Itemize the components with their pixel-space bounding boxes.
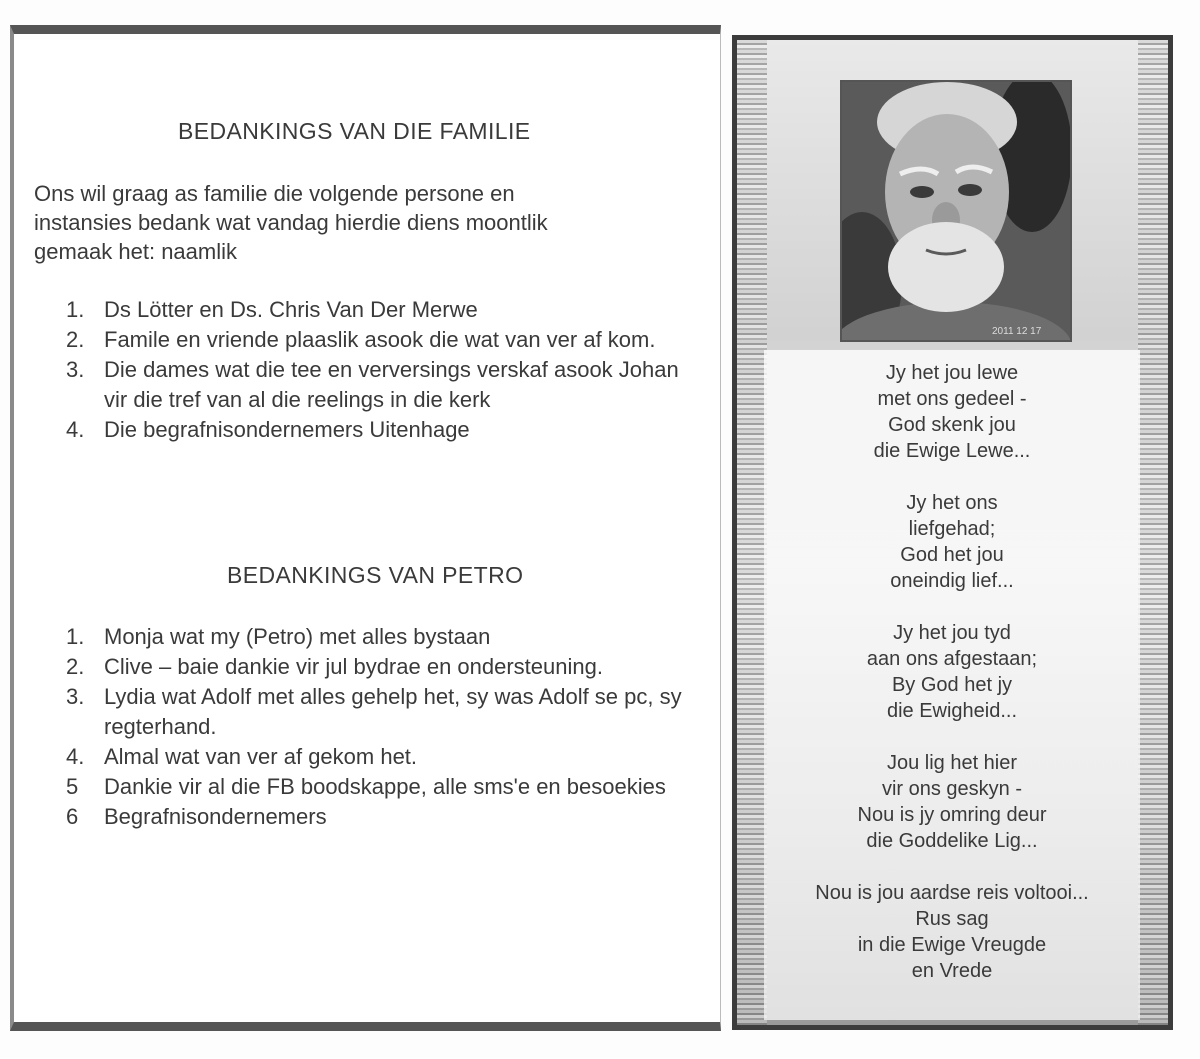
poem-line: aan ons afgestaan; bbox=[866, 648, 1038, 670]
list-item bbox=[66, 682, 706, 742]
item-text: Lydia wat Adolf met alles gehelp het, sy was Adolf se pc, sy regterhand. bbox=[104, 684, 682, 739]
item-text: Ds Lötter en Ds. Chris Van Der Merwe bbox=[104, 297, 478, 322]
item-number: 1. bbox=[66, 297, 85, 322]
poem-line: Jy het ons bbox=[906, 492, 998, 514]
poem-line: Rus sag bbox=[915, 908, 989, 930]
item-number: 5 bbox=[66, 774, 79, 799]
poem-line: in die Ewige Vreugde bbox=[857, 934, 1047, 956]
poem-line: met ons gedeel - bbox=[877, 388, 1027, 410]
list-item bbox=[66, 742, 706, 772]
family-list bbox=[66, 295, 686, 445]
edge-texture bbox=[737, 40, 767, 1025]
poem-line: Jou lig het hier bbox=[886, 752, 1018, 774]
family-intro-line: Ons wil graag as familie die volgende persone en bbox=[34, 181, 515, 206]
item-text: Die dames wat die tee en verversings verskaf asook Johan vir die tref van al die reelings in die kerk bbox=[104, 357, 679, 412]
poem-line: Jy het jou tyd bbox=[893, 622, 1011, 644]
edge-texture bbox=[1138, 40, 1168, 1025]
family-intro-line: gemaak het: naamlik bbox=[34, 239, 237, 264]
list-item bbox=[66, 622, 706, 652]
item-text: Clive – baie dankie vir jul bydrae en ondersteuning. bbox=[104, 654, 603, 679]
item-text: Begrafnisondernemers bbox=[104, 804, 327, 829]
poem-line: God het jou bbox=[900, 544, 1004, 566]
list-item bbox=[66, 295, 686, 325]
petro-heading: BEDANKINGS VAN PETRO bbox=[227, 562, 524, 588]
poem-line: oneindig lief... bbox=[890, 570, 1014, 592]
poem-line: die Ewige Lewe... bbox=[873, 440, 1031, 462]
poem-line: Nou is jy omring deur bbox=[857, 804, 1047, 826]
item-number: 1. bbox=[66, 624, 85, 649]
poem-line: Jy het jou lewe bbox=[885, 362, 1019, 384]
item-number: 3. bbox=[66, 357, 85, 382]
item-number: 2. bbox=[66, 654, 85, 679]
portrait-photo bbox=[840, 80, 1072, 342]
family-intro-line: instansies bedank wat vandag hierdie diens moontlik bbox=[34, 210, 548, 235]
poem-stanza bbox=[764, 490, 1140, 594]
item-text: Almal wat van ver af gekom het. bbox=[104, 744, 418, 769]
acknowledgements-panel bbox=[10, 25, 721, 1031]
poem-line: Nou is jou aardse reis voltooi... bbox=[815, 882, 1089, 904]
photo-date-stamp: 2011 12 17 bbox=[992, 326, 1042, 337]
item-text: Famile en vriende plaaslik asook die wat van ver af kom. bbox=[104, 327, 656, 352]
item-number: 6 bbox=[66, 804, 79, 829]
memorial-card bbox=[732, 35, 1173, 1030]
item-text: Monja wat my (Petro) met alles bystaan bbox=[104, 624, 491, 649]
family-heading: BEDANKINGS VAN DIE FAMILIE bbox=[178, 118, 531, 144]
list-item bbox=[66, 802, 706, 832]
poem-stanza bbox=[764, 360, 1140, 464]
item-text: Dankie vir al die FB boodskappe, alle sms'e en besoekies bbox=[104, 774, 666, 799]
list-item bbox=[66, 652, 706, 682]
list-item bbox=[66, 355, 686, 415]
petro-list bbox=[66, 622, 706, 832]
list-item bbox=[66, 325, 686, 355]
list-item bbox=[66, 415, 686, 445]
poem-line: liefgehad; bbox=[908, 518, 996, 540]
poem-line: God skenk jou bbox=[888, 414, 1016, 436]
item-text: Die begrafnisondernemers Uitenhage bbox=[104, 417, 470, 442]
item-number: 4. bbox=[66, 744, 85, 769]
poem-line: By God het jy bbox=[891, 674, 1013, 696]
item-number: 4. bbox=[66, 417, 85, 442]
memorial-poem bbox=[764, 360, 1140, 1010]
list-item bbox=[66, 772, 706, 802]
poem-line: en Vrede bbox=[911, 960, 993, 982]
poem-stanza bbox=[764, 750, 1140, 854]
poem-stanza bbox=[764, 620, 1140, 724]
item-number: 3. bbox=[66, 684, 85, 709]
poem-line: die Ewigheid... bbox=[886, 700, 1018, 722]
portrait-image bbox=[842, 82, 1070, 340]
family-intro bbox=[34, 179, 684, 266]
poem-stanza bbox=[764, 880, 1140, 984]
item-number: 2. bbox=[66, 327, 85, 352]
poem-line: die Goddelike Lig... bbox=[866, 830, 1038, 852]
poem-line: vir ons geskyn - bbox=[881, 778, 1023, 800]
